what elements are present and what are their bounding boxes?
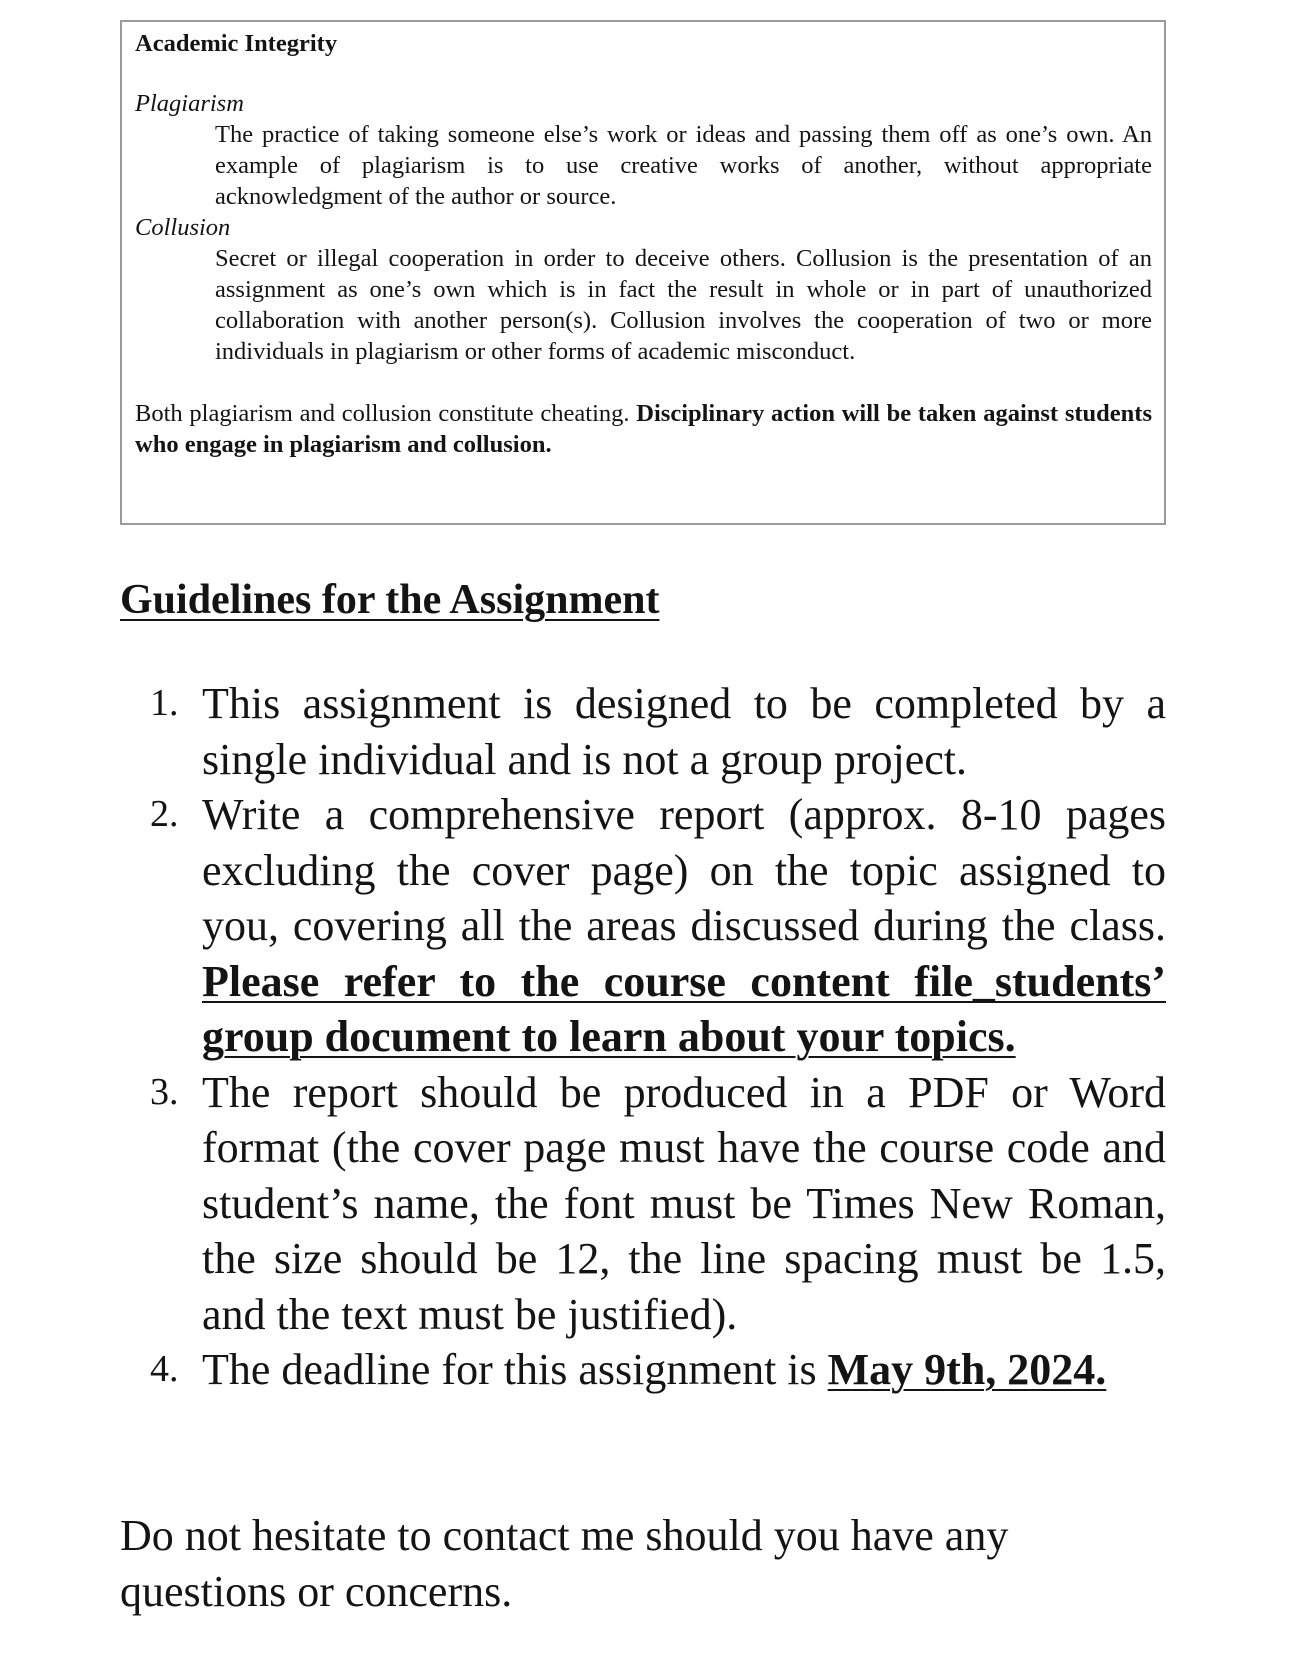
guideline-item — [150, 676, 1166, 787]
plagiarism-term: Plagiarism — [135, 90, 244, 117]
guideline-text: The report should be produced in a PDF or Word format (the cover page must have the course code and student’s name, the font must be Times New Roman, the size should be 12, the line spacing must be 1.5, and the text must be justified). — [202, 1067, 1166, 1339]
guideline-item — [150, 1065, 1166, 1343]
integrity-warning-text: Both plagiarism and collusion constitute cheating. — [135, 400, 637, 427]
academic-integrity-title: Academic Integrity — [135, 30, 338, 57]
topic-reference-note: Please refer to the course content file_students’ group document to learn about your topics. — [202, 956, 1166, 1061]
guideline-item — [150, 1342, 1166, 1398]
guideline-text: The deadline for this assignment is — [202, 1345, 828, 1394]
integrity-warning — [135, 398, 1152, 460]
guideline-text: This assignment is designed to be completed by a single individual and is not a group project. — [202, 679, 1166, 784]
deadline-date: May 9th, 2024. — [827, 1345, 1107, 1394]
closing-note: Do not hesitate to contact me should you have any questions or concerns. — [120, 1511, 1009, 1616]
guideline-number: 3. — [150, 1070, 179, 1113]
guidelines-heading: Guidelines for the Assignment — [120, 577, 660, 623]
academic-integrity-box — [120, 20, 1166, 525]
guidelines-list — [150, 676, 1166, 1398]
collusion-term: Collusion — [135, 214, 231, 241]
guideline-number: 2. — [150, 793, 179, 835]
guideline-number: 4. — [150, 1348, 179, 1390]
guideline-number: 1. — [150, 682, 179, 724]
integrity-warning-emphasis: Disciplinary action will be taken against students who engage in plagiarism and collusion. — [135, 400, 1152, 458]
guideline-item — [150, 787, 1166, 1065]
plagiarism-definition: The practice of taking someone else’s work or ideas and passing them off as one’s own. An example of plagiarism is to use creative works of another, without appropriate acknowledgment of the author or source. — [215, 121, 1152, 210]
guideline-text: Write a comprehensive report (approx. 8-10 pages excluding the cover page) on the topic assigned to you, covering all the areas discussed during the class. — [202, 790, 1166, 950]
collusion-definition: Secret or illegal cooperation in order to deceive others. Collusion is the presentation of an assignment as one’s own which is in fact the result in whole or in part of unauthorized collaboration with another person(s). Collusion involves the cooperation of two or more individuals in plagiarism or other forms of academic misconduct. — [215, 245, 1152, 365]
